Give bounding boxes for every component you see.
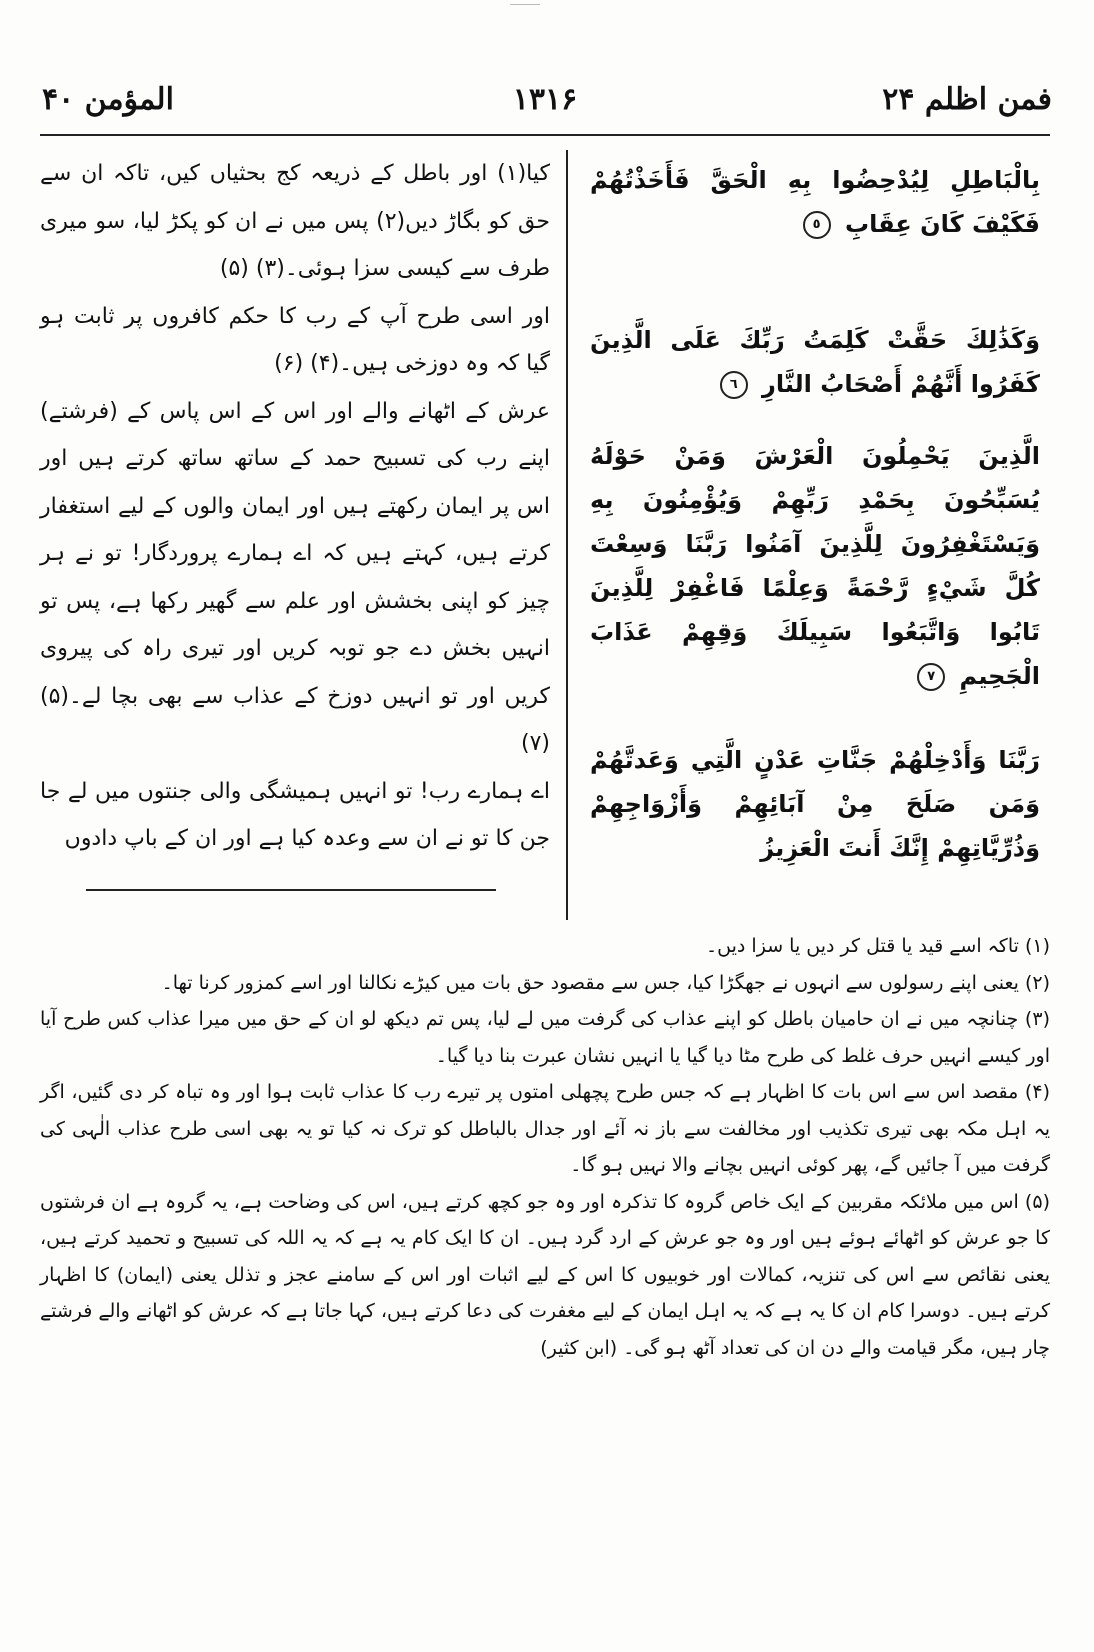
footnote-5: (۵) اس میں ملائکہ مقربین کے ایک خاص گروہ کا تذکرہ اور وہ جو کچھ کرتے ہیں، اس کی وضاحت ہے، یہ گروہ ہے ان فرشتوں کا جو عرش کو اٹھائے ہوئے ہیں اور وہ جو عرش کے ارد گرد ہیں۔ ان کا ایک کام یہ ہے کہ یہ اللہ کی تسبیح و تحمید کرتے ہیں، یعنی نقائص سے اس کی تنزیہ، کمالات اور خوبیوں کا اس کے لیے اثبات اور اس کے سامنے عجز و تذلل یعنی (ایمان) کا اظہار کرتے ہیں۔ دوسرا کام ان کا یہ ہے کہ یہ اہل ایمان کے لیے مغفرت کی دعا کرتے ہیں، کہا جاتا ہے کہ عرش کو اٹھانے والے فرشتے چار ہیں، مگر قیامت والے دن ان کی تعداد آٹھ ہو گی۔ (ابن کثیر)	[40, 1190, 1050, 1359]
footnote-2: (۲) یعنی اپنے رسولوں سے انہوں نے جھگڑا کیا، جس سے مقصود حق بات میں کیڑے نکالنا اور اسے کمزور کرنا تھا۔	[161, 971, 1050, 994]
ayah-end-marker: ٦	[720, 371, 748, 399]
ayah-7	[590, 434, 1040, 698]
translation-ayah-6: اور اسی طرح آپ کے رب کا حکم کافروں پر ثابت ہو گیا کہ وہ دوزخی ہیں۔(۴) (۶)	[40, 303, 550, 376]
ayah-8-text: رَبَّنَا وَأَدْخِلْهُمْ جَنَّاتِ عَدْنٍ الَّتِي وَعَدتَّهُمْ وَمَن صَلَحَ مِنْ آبَائِهِمْ وَأَزْوَاجِهِمْ وَذُرِّيَّاتِهِمْ إِنَّكَ أَنتَ الْعَزِيزُ	[590, 746, 1040, 862]
ayah-end-marker: ٥	[803, 211, 831, 239]
ayah-7-text: الَّذِينَ يَحْمِلُونَ الْعَرْشَ وَمَنْ حَوْلَهُ يُسَبِّحُونَ بِحَمْدِ رَبِّهِمْ وَيُؤْمِنُونَ بِهِ وَيَسْتَغْفِرُونَ لِلَّذِينَ آمَنُوا رَبَّنَا وَسِعْتَ كُلَّ شَيْءٍ رَّحْمَةً وَعِلْمًا فَاغْفِرْ لِلَّذِينَ تَابُوا وَاتَّبَعُوا سَبِيلَكَ وَقِهِمْ عَذَابَ الْجَحِيمِ	[590, 442, 1040, 690]
ayah-6	[590, 318, 1040, 406]
scan-mark	[510, 4, 540, 5]
header-divider	[40, 134, 1050, 136]
ayah-5	[590, 158, 1040, 246]
footnotes	[40, 928, 1050, 1366]
column-divider	[566, 150, 568, 920]
surah-name-header: المؤمن ۴۰	[42, 82, 174, 117]
footnote-1: (۱) تاکہ اسے قید یا قتل کر دیں یا سزا دیں۔	[706, 935, 1050, 957]
ayah-8	[590, 738, 1040, 870]
translation-ayah-8: اے ہمارے رب! تو انہیں ہمیشگی والی جنتوں میں لے جا جن کا تو نے ان سے وعدہ کیا ہے اور ان کے باپ دادوں	[40, 778, 550, 851]
footnote-3: (۳) چنانچہ میں نے ان حامیان باطل کو اپنے عذاب کی گرفت میں لے لیا، پس تم دیکھ لو ان کے حق میں میرا عذاب کس طرح آیا اور کیسے انہیں حرف غلط کی طرح مٹا دیا گیا یا انہیں نشان عبرت بنا دیا گیا۔	[40, 1008, 1050, 1067]
translation-ayah-7: عرش کے اٹھانے والے اور اس کے اس پاس کے (فرشتے) اپنے رب کی تسبیح حمد کے ساتھ ساتھ کرتے ہیں اور اس پر ایمان رکھتے ہیں اور ایمان والوں کے لیے استغفار کرتے ہیں، کہتے ہیں کہ اے ہمارے پروردگار! تو نے ہر چیز کو اپنی بخشش اور علم سے گھیر رکھا ہے، پس تو انہیں بخش دے جو توبہ کریں اور تیری راہ کی پیروی کریں اور تو انہیں دوزخ کے عذاب سے بھی بچا لے۔(۵) (۷)	[40, 398, 550, 756]
translation-ayah-5: کیا(۱) اور باطل کے ذریعہ کج بحثیاں کیں، تاکہ ان سے حق کو بگاڑ دیں(۲) پس میں نے ان کو پکڑ لیا، سو میری طرف سے کیسی سزا ہوئی۔(۳) (۵)	[40, 161, 550, 281]
page-number: ۱۳۱۶	[512, 82, 578, 117]
footnote-divider	[86, 889, 496, 891]
footnote-4: (۴) مقصد اس سے اس بات کا اظہار ہے کہ جس طرح پچھلی امتوں پر تیرے رب کا عذاب ثابت ہوا اور وہ تباہ کر دی گئیں، اگر یہ اہل مکہ بھی تیری تکذیب اور مخالفت سے باز نہ آئے اور جدال بالباطل کو ترک نہ کیا تو یہ بھی اسی طرح عذاب الٰہی کی گرفت میں آ جائیں گے، پھر کوئی انہیں بچانے والا نہیں ہو گا۔	[40, 1081, 1050, 1176]
ayah-5-text: بِالْبَاطِلِ لِيُدْحِضُوا بِهِ الْحَقَّ فَأَخَذْتُهُمْ فَكَيْفَ كَانَ عِقَابِ	[590, 166, 1040, 238]
translation-column	[40, 150, 550, 863]
juz-name-header: فمن اظلم ۲۴	[882, 82, 1052, 117]
ayah-end-marker: ٧	[917, 663, 945, 691]
ayah-6-text: وَكَذَٰلِكَ حَقَّتْ كَلِمَتُ رَبِّكَ عَلَى الَّذِينَ كَفَرُوا أَنَّهُمْ أَصْحَابُ النَّارِ	[590, 326, 1040, 398]
